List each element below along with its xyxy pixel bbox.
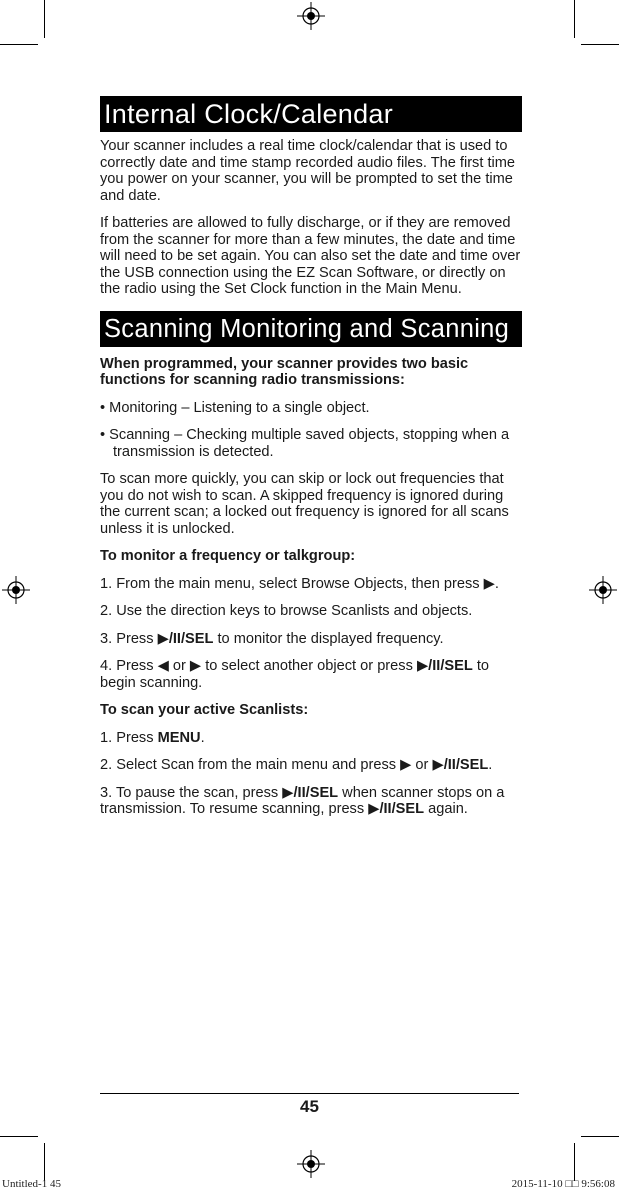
- right-arrow-key: ▶: [400, 757, 412, 773]
- monitor-step-4: 4. Press ◀ or ▶ to select another object or press ▶/II/SEL to begin scanning.: [100, 658, 489, 691]
- clock-paragraph-2: If batteries are allowed to fully discharge, or if they are removed from the scanner for more than a few minutes, the date and time will need to be set again. You can also set the date and time over the USB connection using the EZ Scan Software, or directly on the radio using the Set Clock function in the Main Menu.: [100, 215, 521, 297]
- section-heading-clock: Internal Clock/Calendar: [100, 96, 522, 132]
- scanning-lead: When programmed, your scanner provides two basic functions for scanning radio transmissions:: [100, 355, 469, 388]
- registration-mark-icon: [589, 576, 617, 604]
- scan-step-2: 2. Select Scan from the main menu and press ▶ or ▶/II/SEL.: [100, 757, 493, 773]
- crop-mark: [0, 1136, 38, 1137]
- scan-step-3: 3. To pause the scan, press ▶/II/SEL when scanner stops on a transmission. To resume scanning, press ▶/II/SEL again.: [100, 784, 505, 817]
- play-sel-key: ▶/II/SEL: [432, 757, 489, 773]
- play-sel-key: ▶/II/SEL: [368, 801, 425, 817]
- page-number: 45: [300, 1097, 319, 1116]
- crop-mark: [0, 44, 38, 45]
- registration-mark-icon: [297, 1150, 325, 1178]
- section-heading-scanning: Scanning Monitoring and Scanning: [100, 311, 522, 347]
- play-sel-key: ▶/II/SEL: [416, 658, 473, 674]
- scan-step-1: 1. Press MENU.: [100, 729, 205, 746]
- scan-heading: To scan your active Scanlists:: [100, 702, 309, 718]
- right-arrow-key: ▶: [483, 575, 495, 592]
- crop-mark: [581, 44, 619, 45]
- bullet-scanning: • Scanning – Checking multiple saved objects, stopping when a transmission is detected.: [100, 427, 510, 460]
- registration-mark-icon: [2, 576, 30, 604]
- monitor-step-3: 3. Press ▶/II/SEL to monitor the displayed frequency.: [100, 630, 444, 647]
- crop-mark: [44, 1143, 45, 1181]
- crop-mark: [44, 0, 45, 38]
- crop-mark: [574, 1143, 575, 1181]
- print-slug-right: 2015-11-10 □□ 9:56:08: [511, 1178, 615, 1190]
- monitor-step-1: 1. From the main menu, select Browse Objects, then press ▶.: [100, 575, 499, 592]
- right-arrow-key: ▶: [189, 658, 202, 674]
- crop-mark: [581, 1136, 619, 1137]
- skip-lockout-paragraph: To scan more quickly, you can skip or lock out frequencies that you do not wish to scan. A skipped frequency is ignored during the current scan; a locked out frequency is ignored for all scans unless it is unlocked.: [100, 471, 509, 537]
- play-sel-key: ▶/II/SEL: [282, 784, 339, 801]
- monitor-heading: To monitor a frequency or talkgroup:: [100, 548, 356, 564]
- left-arrow-key: ◀: [157, 658, 169, 674]
- bullet-monitoring: • Monitoring – Listening to a single object.: [100, 399, 370, 416]
- registration-mark-icon: [297, 2, 325, 30]
- menu-key: MENU: [157, 729, 201, 746]
- print-slug-left: Untitled-1 45: [2, 1178, 61, 1190]
- monitor-step-2: 2. Use the direction keys to browse Scanlists and objects.: [100, 603, 473, 619]
- page-content: [100, 96, 522, 829]
- footer-rule: [100, 1093, 519, 1094]
- crop-mark: [574, 0, 575, 38]
- clock-paragraph-1: Your scanner includes a real time clock/calendar that is used to correctly date and time stamp recorded audio files. The first time you power on your scanner, you will be prompted to set the time and date.: [100, 138, 516, 204]
- play-sel-key: ▶/II/SEL: [157, 630, 214, 647]
